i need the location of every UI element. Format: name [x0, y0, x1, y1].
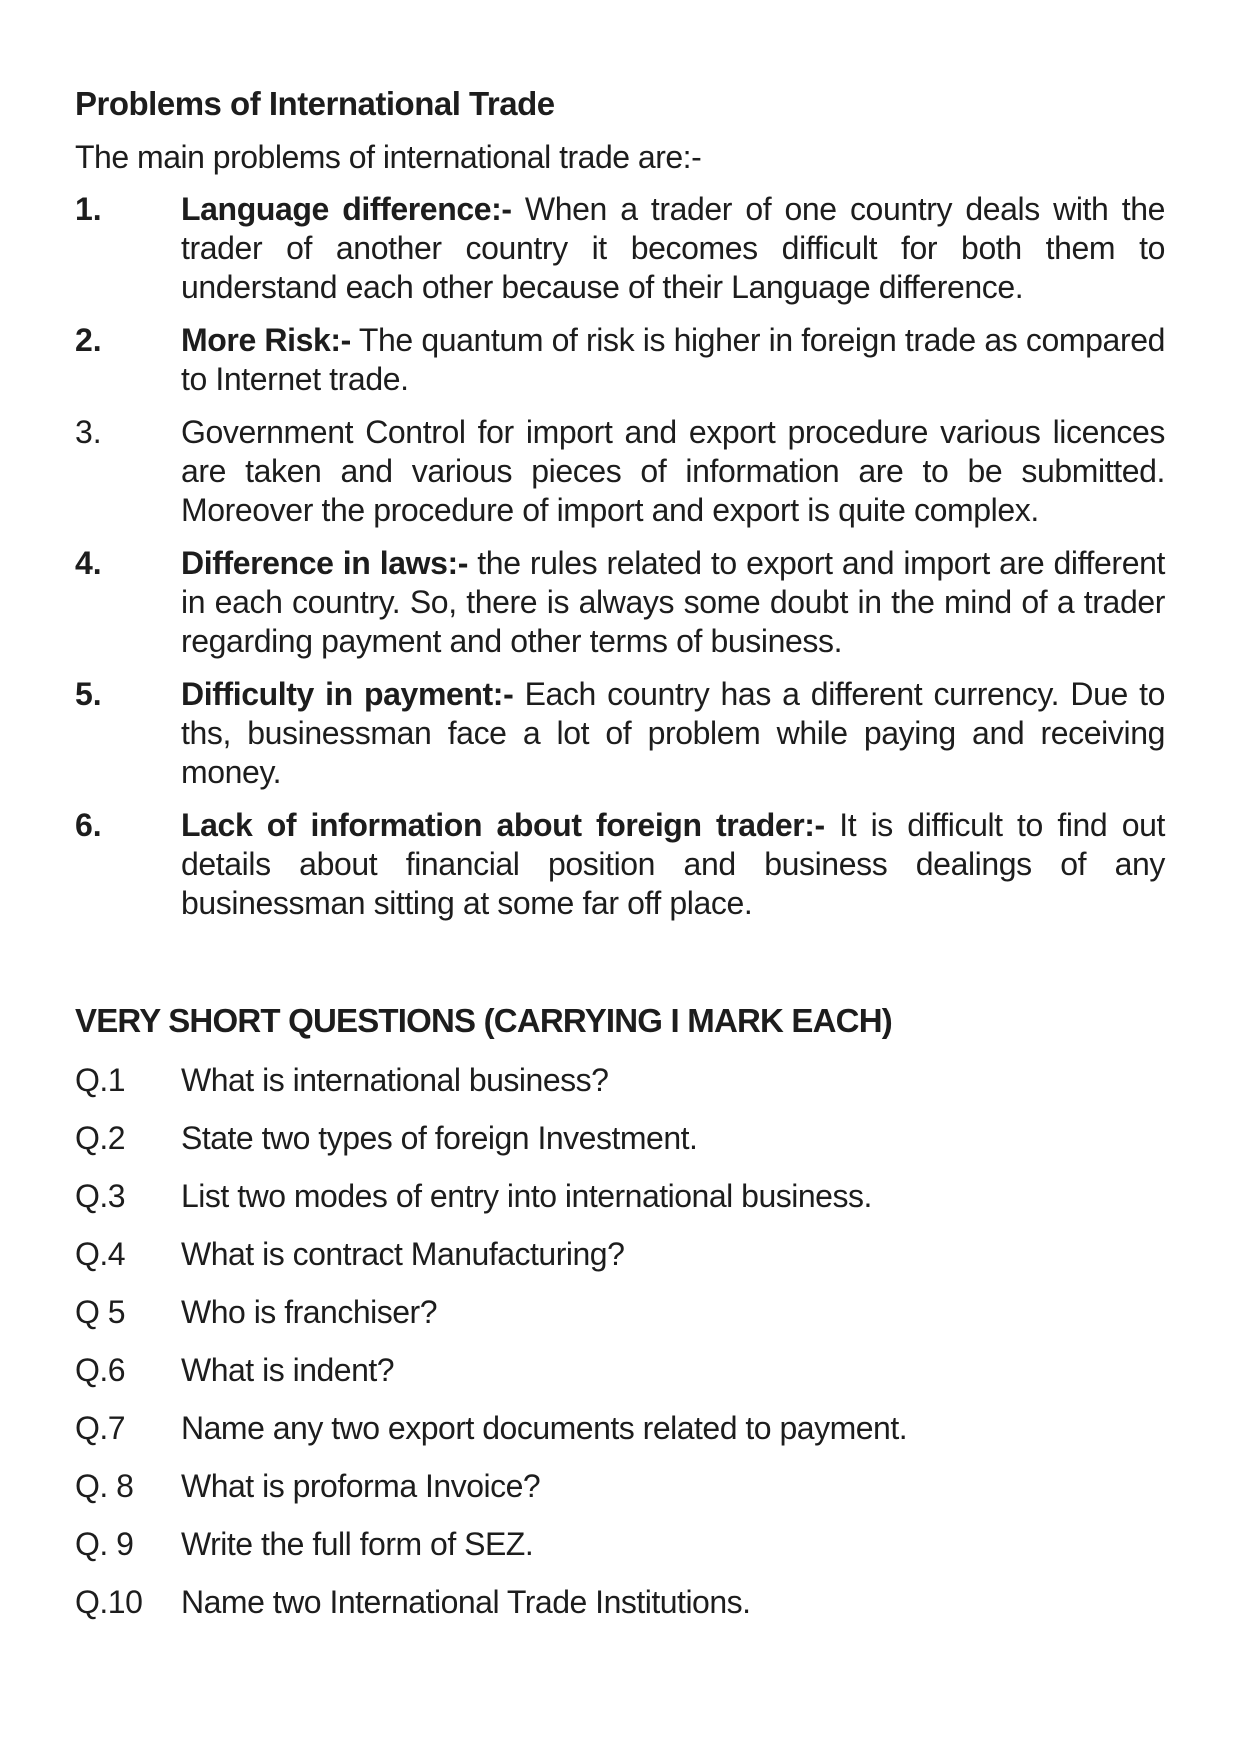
problem-number: 4.	[75, 544, 102, 581]
question-text: Write the full form of SEZ.	[181, 1525, 534, 1562]
question-number: Q.10	[75, 1583, 143, 1620]
problem-body: Each country has a different currency. Due to ths, businessman face a lot of problem while paying and receiving money.	[181, 675, 1165, 790]
problem-body: the rules related to export and import are different in each country. So, there is always some doubt in the mind of a trader regarding payment and other terms of business.	[181, 544, 1165, 659]
question-text: What is indent?	[181, 1351, 395, 1388]
question-item	[75, 1409, 1165, 1448]
question-item	[75, 1525, 1165, 1564]
problem-heading: Language difference:-	[181, 190, 512, 227]
question-item	[75, 1583, 1165, 1622]
problem-item	[75, 675, 1165, 792]
problem-item	[75, 321, 1165, 399]
question-item	[75, 1467, 1165, 1506]
question-number: Q 5	[75, 1293, 126, 1330]
question-item	[75, 1061, 1165, 1100]
questions-title: VERY SHORT QUESTIONS (CARRYING I MARK EACH)	[75, 1001, 892, 1039]
problem-text	[181, 413, 1165, 530]
problem-body: Government Control for import and export procedure various licences are taken and various pieces of information are to be submitted. Moreover the procedure of import and export is quite complex.	[181, 413, 1165, 528]
question-number: Q.7	[75, 1409, 126, 1446]
question-item	[75, 1177, 1165, 1216]
questions-list	[75, 1061, 1165, 1622]
question-number: Q. 9	[75, 1525, 134, 1562]
question-text: Name any two export documents related to payment.	[181, 1409, 908, 1446]
question-number: Q.3	[75, 1177, 126, 1214]
problem-text	[181, 190, 1165, 307]
question-number: Q.1	[75, 1061, 126, 1098]
question-text: What is proforma Invoice?	[181, 1467, 541, 1504]
problem-text	[181, 675, 1165, 792]
question-item	[75, 1351, 1165, 1390]
problem-heading: Difficulty in payment:-	[181, 675, 514, 712]
problem-body: It is difficult to find out details about financial position and business dealings of any businessman sitting at some far off place.	[181, 806, 1165, 921]
question-text: What is international business?	[181, 1061, 609, 1098]
question-item	[75, 1235, 1165, 1274]
question-item	[75, 1119, 1165, 1158]
problem-body: The quantum of risk is higher in foreign trade as compared to Internet trade.	[181, 321, 1165, 397]
question-text: List two modes of entry into international business.	[181, 1177, 872, 1214]
problem-item	[75, 806, 1165, 923]
problem-heading: Difference in laws:-	[181, 544, 469, 581]
problem-number: 6.	[75, 806, 102, 843]
question-number: Q.6	[75, 1351, 126, 1388]
problem-body: When a trader of one country deals with the trader of another country it becomes difficult for both them to understand each other because of their Language difference.	[181, 190, 1165, 305]
intro-text: The main problems of international trade are:-	[75, 138, 702, 175]
problem-heading: Lack of information about foreign trader:-	[181, 806, 825, 843]
question-number: Q.2	[75, 1119, 126, 1156]
question-number: Q. 8	[75, 1467, 134, 1504]
question-text: Name two International Trade Institutions.	[181, 1583, 751, 1620]
problem-item	[75, 413, 1165, 530]
question-text: Who is franchiser?	[181, 1293, 437, 1330]
document-page	[75, 84, 1165, 1641]
problem-item	[75, 190, 1165, 307]
question-text: State two types of foreign Investment.	[181, 1119, 698, 1156]
problem-item	[75, 544, 1165, 661]
problem-number: 5.	[75, 675, 102, 712]
problem-number: 2.	[75, 321, 102, 358]
question-number: Q.4	[75, 1235, 126, 1272]
problem-text	[181, 321, 1165, 399]
problem-heading: More Risk:-	[181, 321, 351, 358]
problem-text	[181, 806, 1165, 923]
question-text: What is contract Manufacturing?	[181, 1235, 625, 1272]
problem-number: 1.	[75, 190, 102, 227]
question-item	[75, 1293, 1165, 1332]
section-title: Problems of International Trade	[75, 85, 555, 122]
problem-number: 3.	[75, 413, 102, 450]
problem-text	[181, 544, 1165, 661]
problems-list	[75, 190, 1165, 923]
